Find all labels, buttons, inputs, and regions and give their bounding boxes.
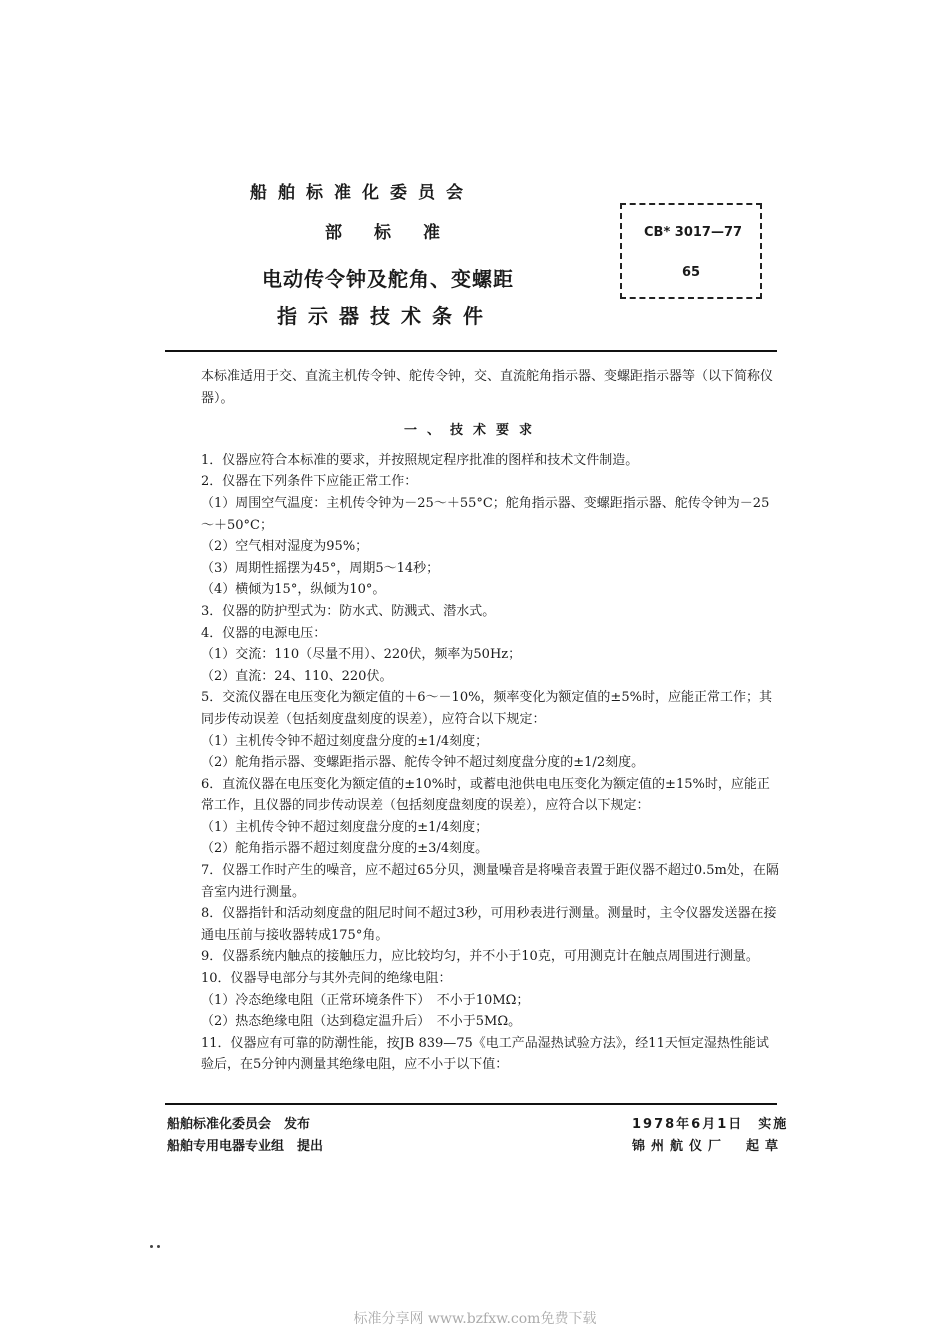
clause-item: （2）直流：24、110、220伏。 bbox=[201, 668, 393, 684]
clause-item: 10．仪器导电部分与其外壳间的绝缘电阻： bbox=[201, 971, 452, 987]
clause-item: （1）周围空气温度：主机传令钟为－25～＋55°C；舵角指示器、变螺距指示器、舵传令钟为－25～＋50°C； bbox=[201, 495, 770, 533]
clause-item: （1）主机传令钟不超过刻度盘分度的±1/4刻度； bbox=[201, 733, 489, 749]
page-number: 65 bbox=[682, 265, 701, 280]
header-divider bbox=[165, 350, 777, 352]
clause-item: （2）舵角指示器不超过刻度盘分度的±3/4刻度。 bbox=[201, 841, 489, 857]
document-body bbox=[167, 366, 779, 1076]
clause-item: 1．仪器应符合本标准的要求，并按照规定程序批准的图样和技术文件制造。 bbox=[201, 452, 639, 468]
clause-item: （2）空气相对湿度为95%； bbox=[201, 539, 369, 555]
scan-speck bbox=[150, 1245, 153, 1248]
section-title: 一、技术要求 bbox=[403, 423, 542, 439]
clause-item: 7．仪器工作时产生的噪音，应不超过65分贝，测量噪音是将噪音表置于距仪器不超过0.5m处，在隔音室内进行测量。 bbox=[201, 863, 779, 900]
drafter-line: 锦州航仪厂 起草 bbox=[632, 1139, 785, 1154]
clause-item: 9．仪器系统内触点的接触压力，应比较均匀，并不小于10克，可用测克计在触点周围进行测量。 bbox=[201, 949, 759, 965]
effective-date: 1978年6月1日 实施 bbox=[632, 1117, 789, 1132]
publisher-line: 船舶标准化委员会 发布 bbox=[167, 1117, 311, 1132]
standard-code-box bbox=[620, 203, 762, 299]
proposer-line: 船舶专用电器专业组 提出 bbox=[167, 1139, 324, 1154]
document-title-line1: 电动传令钟及舵角、变螺距 bbox=[262, 267, 514, 291]
intro-paragraph: 本标准适用于交、直流主机传令钟、舵传令钟，交、直流舵角指示器、变螺距指示器等（以下简称仪器）。 bbox=[201, 369, 774, 406]
clause-item: 6．直流仪器在电压变化为额定值的±10%时，或蓄电池供电电压变化为额定值的±15%时，应能正常工作，且仪器的同步传动误差（包括刻度盘刻度的误差），应符合以下规定： bbox=[201, 776, 770, 814]
standard-code: CB* 3017—77 bbox=[644, 225, 743, 240]
organization-name: 船舶标准化委员会 bbox=[250, 183, 474, 203]
clause-item: （3）周期性摇摆为45°，周期5～14秒； bbox=[201, 560, 440, 576]
document-title-line2: 指示器技术条件 bbox=[277, 304, 494, 328]
clause-item: 11．仪器应有可靠的防潮性能，按JB 839—75《电工产品湿热试验方法》，经11天恒定湿热性能试验后，在5分钟内测量其绝缘电阻，应不小于以下值： bbox=[201, 1035, 769, 1073]
clause-item: （1）交流：110（尽量不用）、220伏，频率为50Hz； bbox=[201, 647, 522, 663]
watermark: 标准分享网 www.bzfxw.com免费下载 bbox=[353, 1311, 597, 1327]
clause-item: （2）热态绝缘电阻（达到稳定温升后） 不小于5MΩ。 bbox=[201, 1014, 522, 1030]
clause-item: 3．仪器的防护型式为：防水式、防溅式、潜水式。 bbox=[201, 603, 496, 619]
clause-item: （2）舵角指示器、变螺距指示器、舵传令钟不超过刻度盘分度的±1/2刻度。 bbox=[201, 755, 645, 771]
clause-item: 8．仪器指针和活动刻度盘的阻尼时间不超过3秒，可用秒表进行测量。测量时，主令仪器发送器在接通电压前与接收器转成175°角。 bbox=[201, 906, 777, 943]
clause-item: 5．交流仪器在电压变化为额定值的＋6～－10%，频率变化为额定值的±5%时，应能正常工作；其同步传动误差（包括刻度盘刻度的误差），应符合以下规定： bbox=[201, 690, 772, 727]
clause-item: （1）主机传令钟不超过刻度盘分度的±1/4刻度； bbox=[201, 819, 489, 835]
standard-level: 部标准 bbox=[325, 223, 472, 243]
scan-speck bbox=[157, 1245, 160, 1248]
clause-item: 2．仪器在下列条件下应能正常工作： bbox=[201, 474, 418, 490]
clause-item: 4．仪器的电源电压： bbox=[201, 625, 327, 641]
footer-divider bbox=[165, 1103, 777, 1105]
clause-item: （4）横倾为15°，纵倾为10°。 bbox=[201, 582, 386, 598]
clause-item: （1）冷态绝缘电阻（正常环境条件下） 不小于10MΩ； bbox=[201, 992, 530, 1008]
